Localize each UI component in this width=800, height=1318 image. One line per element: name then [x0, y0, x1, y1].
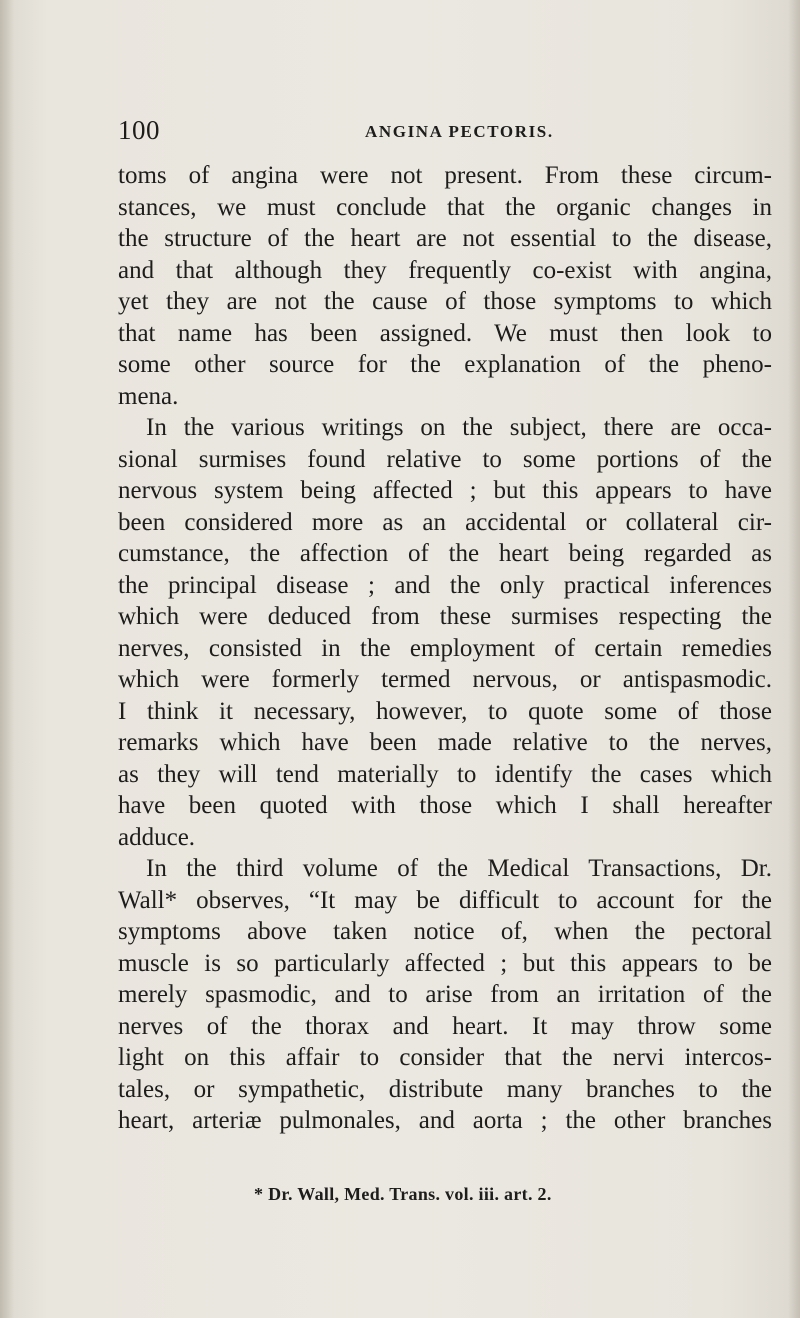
- text-line: have been quoted with those which I shall hereafter: [118, 792, 772, 819]
- paragraph-start-line: In the third volume of the Medical Transactions, Dr.: [146, 855, 772, 882]
- text-line: toms of angina were not present. From these circum-: [118, 162, 772, 189]
- text-line: cumstance, the affection of the heart being regarded as: [118, 540, 772, 567]
- text-line: light on this affair to consider that the nervi intercos-: [118, 1044, 772, 1071]
- page-header: [118, 115, 678, 147]
- text-line: nervous system being affected ; but this appears to have: [118, 477, 772, 504]
- text-line: mena.: [118, 382, 179, 410]
- text-line: I think it necessary, however, to quote some of those: [118, 697, 772, 725]
- body-text: [118, 160, 772, 1137]
- text-line: that name has been assigned. We must then look to: [118, 319, 772, 347]
- text-line: stances, we must conclude that the organic changes in: [118, 193, 772, 221]
- text-line: the principal disease ; and the only practical inferences: [118, 571, 772, 599]
- text-line: merely spasmodic, and to arise from an irritation of the: [118, 981, 772, 1008]
- paragraph-start-line: In the various writings on the subject, there are occa-: [146, 414, 772, 441]
- text-line: heart, arteriæ pulmonales, and aorta ; the other branches: [118, 1107, 772, 1134]
- page-number: 100: [118, 115, 160, 145]
- text-line: which were deduced from these surmises respecting the: [118, 603, 772, 630]
- page-edge-shadow: [788, 0, 800, 1318]
- text-line: symptoms above taken notice of, when the pectoral: [118, 918, 772, 945]
- text-line: nerves of the thorax and heart. It may throw some: [118, 1012, 772, 1040]
- text-line: which were formerly termed nervous, or antispasmodic.: [118, 666, 772, 693]
- text-line: yet they are not the cause of those symptoms to which: [118, 288, 772, 315]
- text-line: sional surmises found relative to some portions of the: [118, 445, 772, 473]
- running-head: ANGINA PECTORIS.: [365, 122, 554, 141]
- text-line: and that although they frequently co-exist with angina,: [118, 256, 772, 284]
- text-line: been considered more as an accidental or collateral cir-: [118, 508, 772, 536]
- text-line: muscle is so particularly affected ; but this appears to be: [118, 949, 772, 977]
- page-gutter-shadow: [0, 0, 14, 1318]
- text-line: the structure of the heart are not essential to the disease,: [118, 225, 772, 252]
- text-line: some other source for the explanation of the pheno-: [118, 351, 772, 378]
- footnote: * Dr. Wall, Med. Trans. vol. iii. art. 2.: [254, 1184, 552, 1204]
- text-line: Wall* observes, “It may be difficult to account for the: [118, 886, 772, 914]
- text-line: nerves, consisted in the employment of certain remedies: [118, 634, 772, 662]
- text-line: as they will tend materially to identify the cases which: [118, 760, 772, 788]
- text-line: remarks which have been made relative to the nerves,: [118, 729, 772, 756]
- text-line: adduce.: [118, 823, 196, 851]
- text-line: tales, or sympathetic, distribute many branches to the: [118, 1075, 772, 1103]
